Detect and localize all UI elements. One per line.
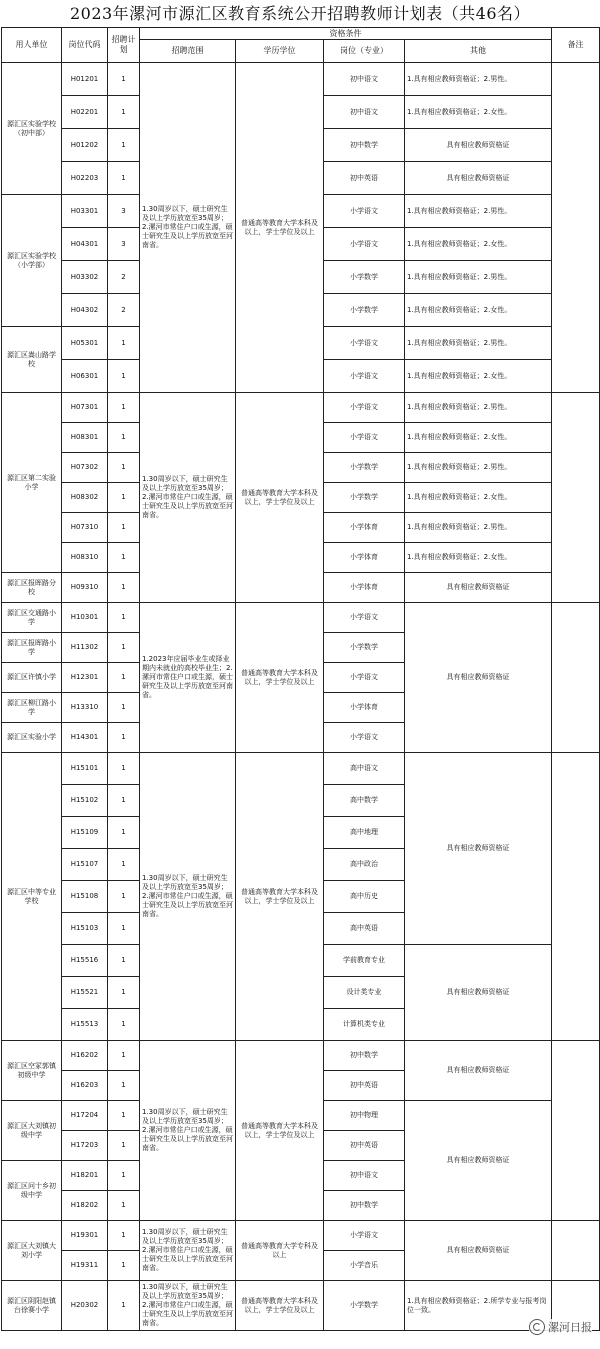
position-cell: 小学音乐 <box>324 1251 405 1281</box>
count-cell: 1 <box>108 360 140 393</box>
unit-cell: 源汇区中等专业学校 <box>2 753 62 1041</box>
unit-cell: 源汇区实验学校（小学部） <box>2 195 62 327</box>
count-cell: 1 <box>108 753 140 785</box>
count-cell: 1 <box>108 1281 140 1331</box>
count-cell: 1 <box>108 881 140 913</box>
other-cell: 1.具有相应教师资格证；2.所学专业与报考岗位一致。 <box>405 1281 552 1331</box>
count-cell: 1 <box>108 129 140 162</box>
code-cell: H16202 <box>62 1041 108 1071</box>
position-cell: 小学语文 <box>324 228 405 261</box>
education-cell: 普通高等教育大学本科及以上，学士学位及以上 <box>236 753 324 1041</box>
unit-cell: 源汇区交通路小学 <box>2 603 62 633</box>
count-cell: 1 <box>108 63 140 96</box>
remark-cell <box>552 603 600 753</box>
other-cell: 1.具有相应教师资格证；2.男性。 <box>405 261 552 294</box>
watermark <box>529 1319 592 1335</box>
code-cell: H19301 <box>62 1221 108 1251</box>
code-cell: H08302 <box>62 483 108 513</box>
position-cell: 高中地理 <box>324 817 405 849</box>
count-cell: 1 <box>108 1251 140 1281</box>
code-cell: H15108 <box>62 881 108 913</box>
position-cell: 小学体育 <box>324 543 405 573</box>
other-cell: 具有相应教师资格证 <box>405 129 552 162</box>
recruitment-table <box>1 27 600 1331</box>
code-cell: H13310 <box>62 693 108 723</box>
other-cell: 1.具有相应教师资格证；2.女性。 <box>405 360 552 393</box>
header-remark: 备注 <box>552 28 600 63</box>
other-cell: 1.具有相应教师资格证；2.男性。 <box>405 63 552 96</box>
scope-cell: 1.30周岁以下，硕士研究生及以上学历放宽至35周岁；2.漯河市常住户口或生源，硕士研究生及以上学历放宽至河南省。 <box>140 753 236 1041</box>
position-cell: 小学语文 <box>324 723 405 753</box>
position-cell: 学前教育专业 <box>324 945 405 977</box>
count-cell: 1 <box>108 663 140 693</box>
other-cell: 1.具有相应教师资格证；2.女性。 <box>405 294 552 327</box>
remark-cell <box>552 63 600 393</box>
other-cell: 1.具有相应教师资格证；2.女性。 <box>405 228 552 261</box>
unit-cell: 源汇区实验小学 <box>2 723 62 753</box>
other-cell: 1.具有相应教师资格证；2.男性。 <box>405 327 552 360</box>
code-cell: H15513 <box>62 1009 108 1041</box>
count-cell: 3 <box>108 228 140 261</box>
code-cell: H04301 <box>62 228 108 261</box>
position-cell: 小学数学 <box>324 633 405 663</box>
code-cell: H15107 <box>62 849 108 881</box>
remark-cell <box>552 1041 600 1221</box>
position-cell: 小学体育 <box>324 573 405 603</box>
position-cell: 初中数学 <box>324 129 405 162</box>
unit-cell: 源汇区许慎小学 <box>2 663 62 693</box>
page-title: 2023年漯河市源汇区教育系统公开招聘教师计划表（共46名） <box>69 4 531 23</box>
header-qualifications: 资格条件 <box>140 28 552 40</box>
header-code: 岗位代码 <box>62 28 108 63</box>
position-cell: 高中语文 <box>324 753 405 785</box>
code-cell: H11302 <box>62 633 108 663</box>
scope-cell: 1.30周岁以下，硕士研究生及以上学历放宽至35周岁；2.漯河市常住户口或生源，硕士研究生及以上学历放宽至河南省。 <box>140 1041 236 1221</box>
code-cell: H14301 <box>62 723 108 753</box>
count-cell: 1 <box>108 849 140 881</box>
count-cell: 1 <box>108 543 140 573</box>
other-cell: 1.具有相应教师资格证；2.女性。 <box>405 543 552 573</box>
position-cell: 初中英语 <box>324 1071 405 1101</box>
position-cell: 小学数学 <box>324 261 405 294</box>
other-cell: 具有相应教师资格证 <box>405 603 552 753</box>
unit-cell: 源汇区柳江路小学 <box>2 693 62 723</box>
position-cell: 小学数学 <box>324 294 405 327</box>
education-cell: 普通高等教育大学本科及以上，学士学位及以上 <box>236 63 324 393</box>
code-cell: H15521 <box>62 977 108 1009</box>
unit-cell: 源汇区阴阳赵镇台徐赛小学 <box>2 1281 62 1331</box>
other-cell: 1.具有相应教师资格证；2.女性。 <box>405 423 552 453</box>
count-cell: 1 <box>108 483 140 513</box>
education-cell: 普通高等教育大学本科及以上，学士学位及以上 <box>236 1041 324 1221</box>
count-cell: 1 <box>108 1009 140 1041</box>
unit-cell: 源汇区报晖路小学 <box>2 633 62 663</box>
remark-cell <box>552 1221 600 1281</box>
other-cell: 1.具有相应教师资格证；2.男性。 <box>405 195 552 228</box>
position-cell: 小学语文 <box>324 393 405 423</box>
code-cell: H15109 <box>62 817 108 849</box>
position-cell: 初中数学 <box>324 1041 405 1071</box>
header-scope: 招聘范围 <box>140 40 236 63</box>
position-cell: 初中英语 <box>324 162 405 195</box>
header-unit: 用人单位 <box>2 28 62 63</box>
code-cell: H03302 <box>62 261 108 294</box>
other-cell: 1.具有相应教师资格证；2.男性。 <box>405 513 552 543</box>
education-cell: 普通高等教育大学专科及以上 <box>236 1221 324 1281</box>
position-cell: 高中英语 <box>324 913 405 945</box>
position-cell: 小学数学 <box>324 453 405 483</box>
position-cell: 初中语文 <box>324 1161 405 1191</box>
code-cell: H01202 <box>62 129 108 162</box>
position-cell: 小学语文 <box>324 423 405 453</box>
position-cell: 高中政治 <box>324 849 405 881</box>
unit-cell: 源汇区问十乡初级中学 <box>2 1161 62 1221</box>
position-cell: 初中物理 <box>324 1101 405 1131</box>
unit-cell: 源汇区大刘镇初级中学 <box>2 1101 62 1161</box>
position-cell: 小学数学 <box>324 1281 405 1331</box>
position-cell: 小学语文 <box>324 360 405 393</box>
position-cell: 初中数学 <box>324 1191 405 1221</box>
code-cell: H07302 <box>62 453 108 483</box>
scope-cell: 1.2023年应届毕业生或择业期内未就业的高校毕业生；2.漯河市常住户口或生源，硕士研究生及以上学历放宽至河南省。 <box>140 603 236 753</box>
unit-cell: 源汇区第二实验小学 <box>2 393 62 573</box>
education-cell: 普通高等教育大学本科及以上，学士学位及以上 <box>236 603 324 753</box>
code-cell: H08301 <box>62 423 108 453</box>
remark-cell <box>552 753 600 1041</box>
count-cell: 1 <box>108 945 140 977</box>
count-cell: 1 <box>108 785 140 817</box>
position-cell: 小学语文 <box>324 1221 405 1251</box>
position-cell: 高中历史 <box>324 881 405 913</box>
code-cell: H15516 <box>62 945 108 977</box>
code-cell: H18201 <box>62 1161 108 1191</box>
count-cell: 1 <box>108 603 140 633</box>
position-cell: 小学语文 <box>324 195 405 228</box>
position-cell: 小学语文 <box>324 663 405 693</box>
count-cell: 1 <box>108 1041 140 1071</box>
newspaper-logo-icon <box>529 1319 545 1335</box>
code-cell: H04302 <box>62 294 108 327</box>
unit-cell: 源汇区实验学校（初中部） <box>2 63 62 195</box>
scope-cell: 1.30周岁以下，硕士研究生及以上学历放宽至35周岁；2.漯河市常住户口或生源，硕士研究生及以上学历放宽至河南省。 <box>140 63 236 393</box>
unit-cell: 源汇区大刘镇大刘小学 <box>2 1221 62 1281</box>
position-cell: 初中英语 <box>324 1131 405 1161</box>
code-cell: H20302 <box>62 1281 108 1331</box>
other-cell: 1.具有相应教师资格证；2.男性。 <box>405 393 552 423</box>
count-cell: 2 <box>108 261 140 294</box>
code-cell: H09310 <box>62 573 108 603</box>
count-cell: 1 <box>108 423 140 453</box>
position-cell: 小学体育 <box>324 693 405 723</box>
count-cell: 1 <box>108 327 140 360</box>
code-cell: H02201 <box>62 96 108 129</box>
code-cell: H17203 <box>62 1131 108 1161</box>
count-cell: 1 <box>108 1131 140 1161</box>
count-cell: 1 <box>108 633 140 663</box>
count-cell: 1 <box>108 162 140 195</box>
code-cell: H12301 <box>62 663 108 693</box>
code-cell: H06301 <box>62 360 108 393</box>
position-cell: 计算机类专业 <box>324 1009 405 1041</box>
count-cell: 1 <box>108 453 140 483</box>
position-cell: 小学体育 <box>324 513 405 543</box>
count-cell: 1 <box>108 1221 140 1251</box>
count-cell: 1 <box>108 693 140 723</box>
count-cell: 1 <box>108 1071 140 1101</box>
other-cell: 具有相应教师资格证 <box>405 945 552 1041</box>
position-cell: 初中语文 <box>324 96 405 129</box>
header-position: 岗位（专业） <box>324 40 405 63</box>
count-cell: 1 <box>108 1191 140 1221</box>
code-cell: H15103 <box>62 913 108 945</box>
scope-cell: 1.30周岁以下，硕士研究生及以上学历放宽至35周岁；2.漯河市常住户口或生源，硕士研究生及以上学历放宽至河南省。 <box>140 1281 236 1331</box>
other-cell: 具有相应教师资格证 <box>405 1101 552 1221</box>
code-cell: H15102 <box>62 785 108 817</box>
other-cell: 具有相应教师资格证 <box>405 1221 552 1281</box>
count-cell: 3 <box>108 195 140 228</box>
other-cell: 1.具有相应教师资格证；2.女性。 <box>405 483 552 513</box>
code-cell: H17204 <box>62 1101 108 1131</box>
code-cell: H03301 <box>62 195 108 228</box>
scope-cell: 1.30周岁以下，硕士研究生及以上学历放宽至35周岁；2.漯河市常住户口或生源，硕士研究生及以上学历放宽至河南省。 <box>140 393 236 603</box>
header-count: 招聘计划 <box>108 28 140 63</box>
position-cell: 设计类专业 <box>324 977 405 1009</box>
position-cell: 小学数学 <box>324 483 405 513</box>
code-cell: H02203 <box>62 162 108 195</box>
other-cell: 具有相应教师资格证 <box>405 753 552 945</box>
education-cell: 普通高等教育大学本科及以上，学士学位及以上 <box>236 393 324 603</box>
remark-cell <box>552 393 600 603</box>
other-cell: 具有相应教师资格证 <box>405 1041 552 1101</box>
other-cell: 1.具有相应教师资格证；2.男性。 <box>405 453 552 483</box>
code-cell: H01201 <box>62 63 108 96</box>
position-cell: 小学语文 <box>324 603 405 633</box>
other-cell: 具有相应教师资格证 <box>405 573 552 603</box>
scope-cell: 1.30周岁以下，硕士研究生及以上学历放宽至35周岁；2.漯河市常住户口或生源，硕士研究生及以上学历放宽至河南省。 <box>140 1221 236 1281</box>
header-other: 其他 <box>405 40 552 63</box>
code-cell: H15101 <box>62 753 108 785</box>
count-cell: 1 <box>108 723 140 753</box>
unit-cell: 源汇区报晖路分校 <box>2 573 62 603</box>
count-cell: 1 <box>108 393 140 423</box>
count-cell: 1 <box>108 977 140 1009</box>
count-cell: 2 <box>108 294 140 327</box>
count-cell: 1 <box>108 96 140 129</box>
other-cell: 具有相应教师资格证 <box>405 162 552 195</box>
code-cell: H16203 <box>62 1071 108 1101</box>
header-education: 学历学位 <box>236 40 324 63</box>
unit-cell: 源汇区嵩山路学校 <box>2 327 62 393</box>
code-cell: H08310 <box>62 543 108 573</box>
position-cell: 初中语文 <box>324 63 405 96</box>
count-cell: 1 <box>108 1101 140 1131</box>
position-cell: 小学语文 <box>324 327 405 360</box>
count-cell: 1 <box>108 1161 140 1191</box>
other-cell: 1.具有相应教师资格证；2.女性。 <box>405 96 552 129</box>
count-cell: 1 <box>108 573 140 603</box>
code-cell: H19311 <box>62 1251 108 1281</box>
code-cell: H18202 <box>62 1191 108 1221</box>
code-cell: H10301 <box>62 603 108 633</box>
code-cell: H07310 <box>62 513 108 543</box>
watermark-text: 漯河日报 <box>548 1321 592 1334</box>
position-cell: 高中数学 <box>324 785 405 817</box>
count-cell: 1 <box>108 513 140 543</box>
education-cell: 普通高等教育大学本科及以上，学士学位及以上 <box>236 1281 324 1331</box>
count-cell: 1 <box>108 913 140 945</box>
unit-cell: 源汇区空冢郭镇初级中学 <box>2 1041 62 1101</box>
code-cell: H07301 <box>62 393 108 423</box>
code-cell: H05301 <box>62 327 108 360</box>
count-cell: 1 <box>108 817 140 849</box>
